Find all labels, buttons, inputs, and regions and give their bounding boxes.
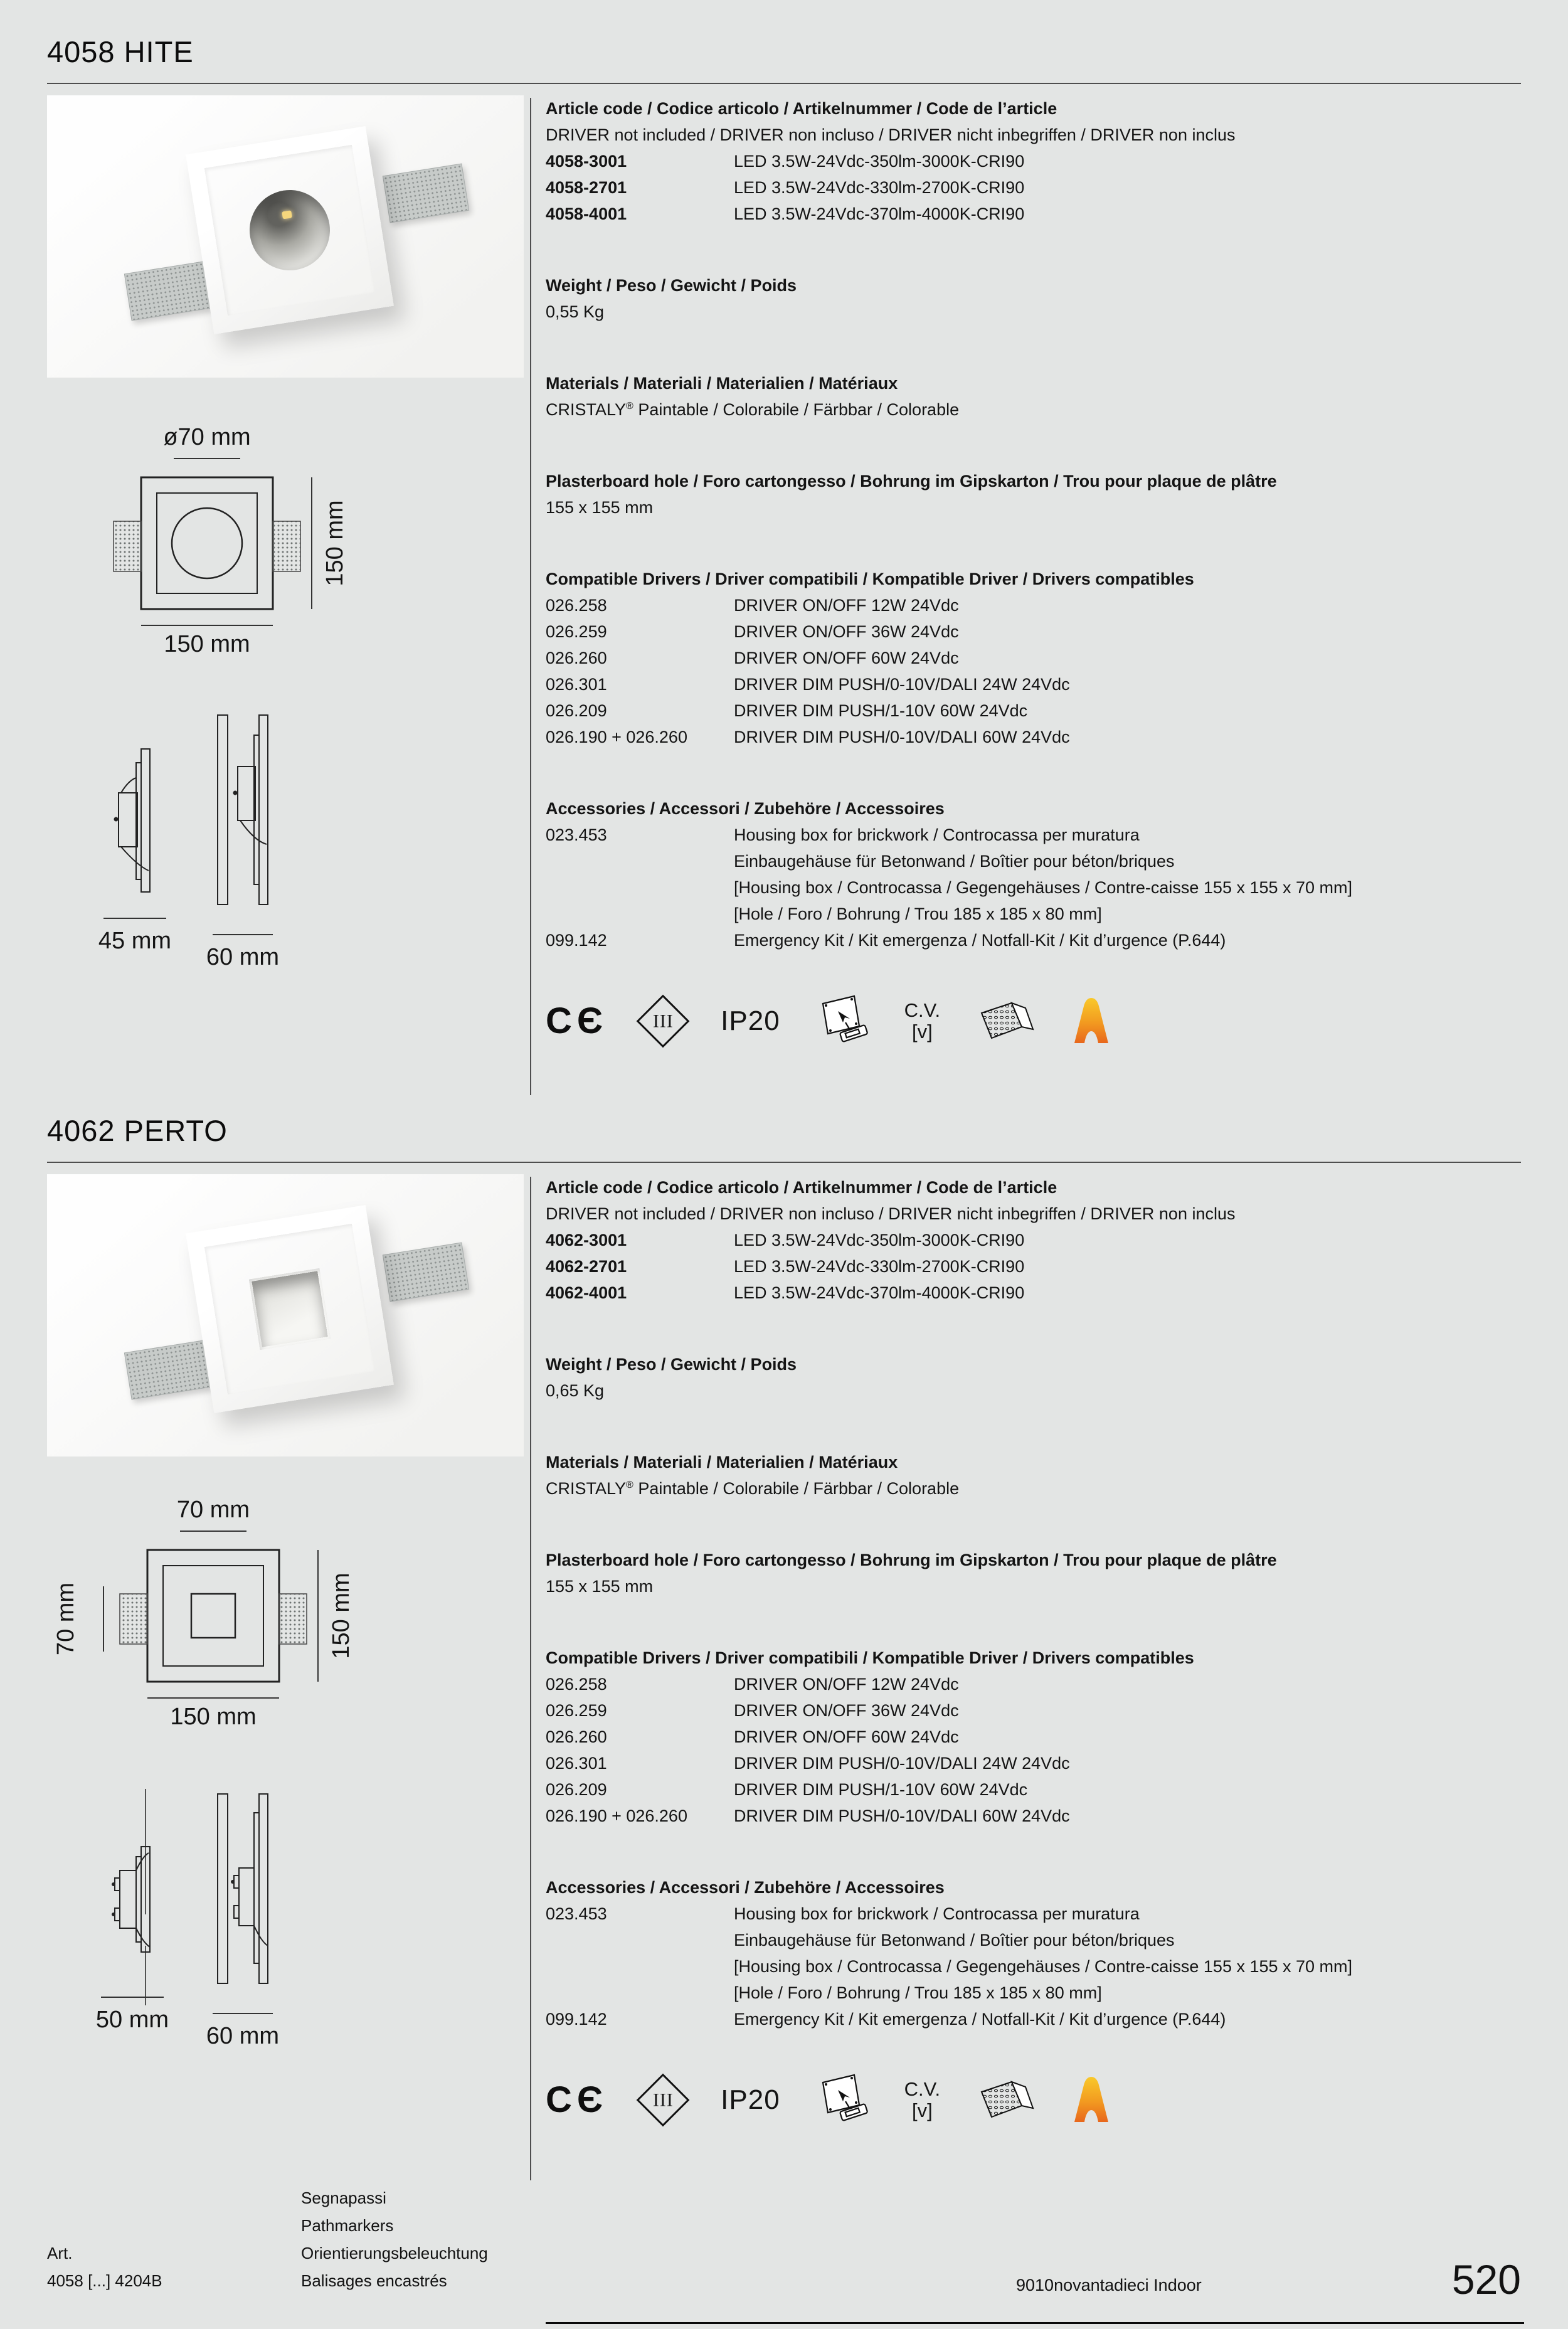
driver-row: 026.259 DRIVER ON/OFF 36W 24Vdc <box>546 622 959 641</box>
column-divider <box>530 98 531 1095</box>
category-en: Pathmarkers <box>301 2216 394 2235</box>
article-row <box>546 201 1518 227</box>
art-label: Art. <box>47 2244 73 2263</box>
article-heading: Article code / Codice articolo / Artikelnummer / Code de l’article <box>546 99 1057 118</box>
materials-value: CRISTALY® Paintable / Colorabile / Färbbar / Colorable <box>546 1479 960 1498</box>
certification-badges <box>546 991 1518 1051</box>
accessory-line: Einbaugehäuse für Betonwand / Boîtier pour béton/briques <box>734 852 1175 871</box>
weight-value: 0,65 Kg <box>546 1381 605 1400</box>
accessory-line: [Hole / Foro / Bohrung / Trou 185 x 185 x 80 mm] <box>734 1983 1102 2002</box>
article-code: 4058-3001 <box>546 152 627 171</box>
drivers-heading: Compatible Drivers / Driver compatibili / Kompatible Driver / Drivers compatibles <box>546 570 1194 588</box>
plasterboard-value: 155 x 155 mm <box>546 498 654 517</box>
article-desc: LED 3.5W-24Vdc-370lm-4000K-CRI90 <box>734 1283 1025 1302</box>
weight-heading: Weight / Peso / Gewicht / Poids <box>546 1355 797 1374</box>
driver-row: 026.301 DRIVER DIM PUSH/0-10V/DALI 24W 24Vdc <box>546 675 1070 694</box>
constant-voltage-label: C.V. [v] <box>904 2078 941 2121</box>
dimension-diagram-side <box>60 679 329 974</box>
accessory-row: 023.453 Housing box for brickwork / Controcassa per muratura <box>546 1904 1140 1923</box>
weight-value: 0,55 Kg <box>546 302 605 321</box>
page-number: 520 <box>1451 2256 1521 2303</box>
title-divider <box>47 83 1521 84</box>
plaster-plaque <box>186 1205 394 1413</box>
dimension-diagram-side <box>60 1758 329 2052</box>
dim-depth-2: 60 mm <box>206 944 280 970</box>
category-de: Orientierungsbeleuchtung <box>301 2244 488 2263</box>
spec-column <box>546 95 1518 1051</box>
dimension-diagram-front <box>47 1491 367 1739</box>
ce-mark-icon: CЄ <box>546 1000 608 1041</box>
plasterboard-value: 155 x 155 mm <box>546 1577 654 1596</box>
accessory-line: [Hole / Foro / Bohrung / Trou 185 x 185 x 80 mm] <box>734 905 1102 923</box>
accessory-line: Einbaugehäuse für Betonwand / Boîtier pour béton/briques <box>734 1931 1175 1950</box>
title-divider <box>47 1162 1521 1163</box>
accessory-line: [Housing box / Controcassa / Gegengehäuses / Contre-caisse 155 x 155 x 70 mm] <box>734 1957 1353 1976</box>
mesh-flange <box>124 261 211 321</box>
led-glint <box>282 211 293 220</box>
drivers-heading: Compatible Drivers / Driver compatibili / Kompatible Driver / Drivers compatibles <box>546 1648 1194 1667</box>
driver-row: 026.209 DRIVER DIM PUSH/1-10V 60W 24Vdc <box>546 1780 1028 1799</box>
dim-depth-2: 60 mm <box>206 2023 280 2049</box>
class-iii-icon: III <box>637 2074 690 2127</box>
certification-badges <box>546 2070 1518 2130</box>
materials-heading: Materials / Materiali / Materialien / Matériaux <box>546 374 898 393</box>
dim-height: 150 mm <box>328 1573 354 1659</box>
recessed-plate-icon <box>817 2072 871 2128</box>
dim-height: 150 mm <box>322 500 348 586</box>
article-desc: LED 3.5W-24Vdc-370lm-4000K-CRI90 <box>734 204 1025 223</box>
footer-categories <box>301 2184 488 2295</box>
materials-heading: Materials / Materiali / Materialien / Matériaux <box>546 1453 898 1472</box>
product-title: 4058 HITE <box>47 35 194 68</box>
brand-a-flame-icon <box>1072 2074 1111 2126</box>
article-desc: LED 3.5W-24Vdc-330lm-2700K-CRI90 <box>734 1257 1025 1276</box>
materials-value: CRISTALY® Paintable / Colorabile / Färbbar / Colorable <box>546 400 960 419</box>
accessories-heading: Accessories / Accessori / Zubehöre / Accessoires <box>546 799 945 818</box>
art-range: 4058 [...] 4204B <box>47 2271 162 2290</box>
accessory-row: 023.453 Housing box for brickwork / Controcassa per muratura <box>546 825 1140 844</box>
article-code: 4062-3001 <box>546 1231 627 1249</box>
article-code: 4062-2701 <box>546 1257 627 1276</box>
class-iii-icon: III <box>637 995 690 1048</box>
weight-heading: Weight / Peso / Gewicht / Poids <box>546 276 797 295</box>
spec-column <box>546 1174 1518 2130</box>
plaster-plaque <box>186 126 394 334</box>
accessory-line: [Housing box / Controcassa / Gegengehäuses / Contre-caisse 155 x 155 x 70 mm] <box>734 878 1353 897</box>
driver-note: DRIVER not included / DRIVER non incluso / DRIVER nicht inbegriffen / DRIVER non inclus <box>546 1204 1236 1223</box>
dimension-diagram-front <box>66 418 354 654</box>
mesh-flange <box>383 163 469 223</box>
plasterboard-heading: Plasterboard hole / Foro cartongesso / Bohrung im Gipskarton / Trou pour plaque de plâtre <box>546 472 1277 491</box>
article-row <box>546 1253 1518 1280</box>
driver-note: DRIVER not included / DRIVER non incluso / DRIVER nicht inbegriffen / DRIVER non inclus <box>546 125 1236 144</box>
constant-voltage-label: C.V. [v] <box>904 999 941 1042</box>
footer-article-range <box>47 2239 162 2295</box>
driver-row: 026.258 DRIVER ON/OFF 12W 24Vdc <box>546 596 959 615</box>
dim-inner-height: 70 mm <box>53 1582 79 1656</box>
product-photo <box>47 95 524 378</box>
dim-width: 150 mm <box>170 1704 257 1730</box>
dim-hole-diameter: ø70 mm <box>163 424 251 450</box>
article-code: 4062-4001 <box>546 1283 627 1302</box>
ip-rating: IP20 <box>721 1005 780 1036</box>
registered-mark: ® <box>626 401 633 411</box>
article-row <box>546 148 1518 174</box>
ip-rating: IP20 <box>721 2084 780 2115</box>
driver-row: 026.190 + 026.260 DRIVER DIM PUSH/0-10V/DALI 60W 24Vdc <box>546 1806 1070 1825</box>
footer-brand: 9010novantadieci Indoor <box>1016 2276 1202 2295</box>
article-row <box>546 1227 1518 1253</box>
mesh-flange <box>124 1340 211 1399</box>
driver-sheet-icon <box>977 998 1036 1044</box>
accessory-row: 099.142 Emergency Kit / Kit emergenza / Notfall-Kit / Kit d’urgence (P.644) <box>546 2010 1226 2029</box>
recessed-plate-icon <box>817 994 871 1049</box>
registered-mark: ® <box>626 1480 633 1490</box>
category-fr: Balisages encastrés <box>301 2271 447 2290</box>
driver-row: 026.190 + 026.260 DRIVER DIM PUSH/0-10V/DALI 60W 24Vdc <box>546 728 1070 746</box>
light-aperture <box>244 184 336 276</box>
dim-inner-width: 70 mm <box>176 1497 250 1523</box>
article-code: 4058-2701 <box>546 178 627 197</box>
mesh-flange <box>383 1242 469 1302</box>
article-code: 4058-4001 <box>546 204 627 223</box>
plasterboard-heading: Plasterboard hole / Foro cartongesso / Bohrung im Gipskarton / Trou pour plaque de plâtre <box>546 1551 1277 1569</box>
article-desc: LED 3.5W-24Vdc-350lm-3000K-CRI90 <box>734 1231 1025 1249</box>
article-row <box>546 1280 1518 1306</box>
column-divider <box>530 1177 531 2180</box>
product-title: 4062 PERTO <box>47 1114 228 1147</box>
product-media-column <box>47 1174 529 2049</box>
article-desc: LED 3.5W-24Vdc-330lm-2700K-CRI90 <box>734 178 1025 197</box>
product-media-column <box>47 95 529 970</box>
driver-row: 026.258 DRIVER ON/OFF 12W 24Vdc <box>546 1675 959 1694</box>
light-aperture <box>252 1271 327 1347</box>
driver-row: 026.209 DRIVER DIM PUSH/1-10V 60W 24Vdc <box>546 701 1028 720</box>
dim-depth-1: 45 mm <box>98 928 172 954</box>
brand-a-flame-icon <box>1072 995 1111 1047</box>
article-heading: Article code / Codice articolo / Artikelnummer / Code de l’article <box>546 1178 1057 1197</box>
article-desc: LED 3.5W-24Vdc-350lm-3000K-CRI90 <box>734 152 1025 171</box>
driver-sheet-icon <box>977 2077 1036 2123</box>
ce-mark-icon: CЄ <box>546 2079 608 2120</box>
driver-row: 026.260 DRIVER ON/OFF 60W 24Vdc <box>546 1727 959 1746</box>
accessory-row: 099.142 Emergency Kit / Kit emergenza / Notfall-Kit / Kit d’urgence (P.644) <box>546 931 1226 950</box>
driver-row: 026.301 DRIVER DIM PUSH/0-10V/DALI 24W 24Vdc <box>546 1754 1070 1773</box>
product-section-4062 <box>47 1113 1521 2190</box>
driver-row: 026.259 DRIVER ON/OFF 36W 24Vdc <box>546 1701 959 1720</box>
dim-depth-1: 50 mm <box>95 2007 169 2033</box>
footer-divider <box>546 2322 1524 2324</box>
accessories-heading: Accessories / Accessori / Zubehöre / Accessoires <box>546 1878 945 1897</box>
category-it: Segnapassi <box>301 2188 386 2207</box>
article-row <box>546 174 1518 201</box>
product-section-4058 <box>47 34 1521 1105</box>
dim-width: 150 mm <box>164 631 250 654</box>
driver-row: 026.260 DRIVER ON/OFF 60W 24Vdc <box>546 649 959 667</box>
product-photo <box>47 1174 524 1456</box>
